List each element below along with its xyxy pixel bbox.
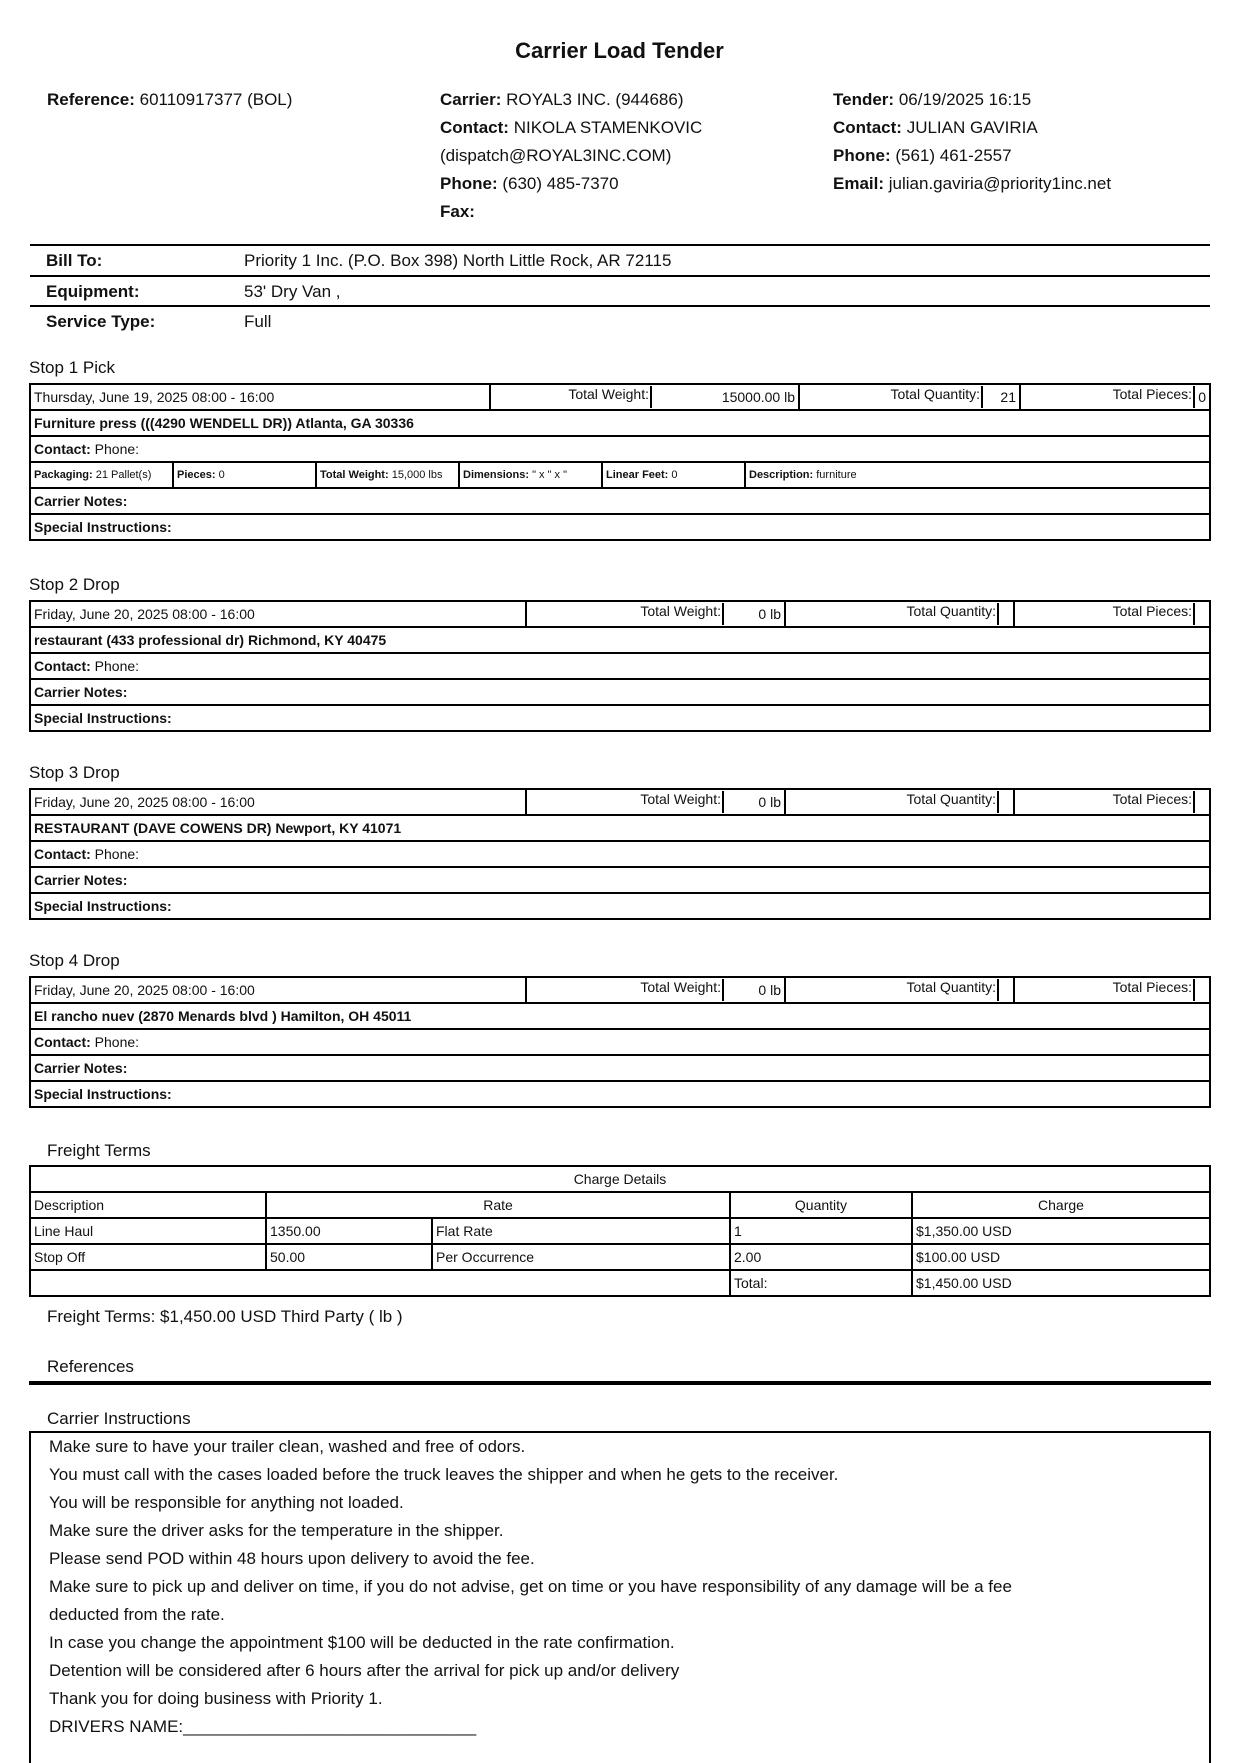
page-title: Carrier Load Tender <box>515 38 724 63</box>
stop-location: restaurant (433 professional dr) Richmond, KY 40475 <box>30 627 1210 653</box>
packaging-label: Packaging: <box>34 469 93 481</box>
stop-2-heading: Stop 2 Drop <box>29 575 120 594</box>
table-row <box>30 627 1210 653</box>
bill-to-value: Priority 1 Inc. (P.O. Box 398) North Little Rock, AR 72115 <box>244 251 672 270</box>
carrier-phone-value: (630) 485-7370 <box>502 174 619 193</box>
row-quantity: 2.00 <box>730 1244 912 1270</box>
pieces-value: 0 <box>218 469 225 481</box>
total-weight-value: 15000.00 lb <box>650 386 798 408</box>
phone-label: Phone: <box>94 1034 140 1050</box>
row-rate: 1350.00 <box>266 1218 432 1244</box>
freight-terms-line: Freight Terms: $1,450.00 USD Third Party ( lb ) <box>47 1307 403 1326</box>
carrier-contact-label: Contact: <box>440 118 509 137</box>
table-row <box>30 815 1210 841</box>
divider <box>30 244 1210 246</box>
bill-to-label: Bill To: <box>46 251 103 270</box>
tender-contact-label: Contact: <box>833 118 902 137</box>
total-pieces-label: Total Pieces: <box>1112 603 1192 619</box>
dimensions-label: Dimensions: <box>463 469 530 481</box>
total-weight-label: Total Weight: <box>640 791 721 807</box>
tender-block <box>833 86 1111 198</box>
total-quantity-label: Total Quantity: <box>906 791 996 807</box>
table-row <box>30 867 1210 893</box>
charges-table <box>29 1165 1211 1297</box>
reference-value: 60110917377 (BOL) <box>139 90 293 109</box>
tender-email-value: julian.gaviria@priority1inc.net <box>888 174 1112 193</box>
contact-label: Contact: <box>34 846 91 862</box>
total-label: Total: <box>730 1270 912 1296</box>
table-row <box>30 436 1210 462</box>
table-row <box>30 1081 1210 1107</box>
col-charge: Charge <box>912 1192 1210 1218</box>
instruction-line: You must call with the cases loaded before the truck leaves the shipper and when he gets to the receiver. <box>49 1465 839 1484</box>
total-weight-value: 0 lb <box>722 979 784 1001</box>
instruction-line: Make sure the driver asks for the temperature in the shipper. <box>49 1521 504 1540</box>
row-charge: $100.00 USD <box>912 1244 1210 1270</box>
table-row <box>30 1192 1210 1218</box>
total-pieces-value <box>1193 979 1209 1001</box>
stop-3-table <box>29 788 1211 920</box>
table-row <box>30 1029 1210 1055</box>
references-divider <box>29 1381 1211 1385</box>
stop-date: Friday, June 20, 2025 08:00 - 16:00 <box>31 978 526 1002</box>
col-description: Description <box>30 1192 266 1218</box>
special-instructions-label: Special Instructions: <box>30 1081 1210 1107</box>
total-pieces-label: Total Pieces: <box>1112 386 1192 402</box>
total-quantity-value <box>997 791 1013 813</box>
divider <box>30 275 1210 277</box>
table-row <box>30 841 1210 867</box>
total-quantity-label: Total Quantity: <box>906 603 996 619</box>
instruction-line: Make sure to have your trailer clean, washed and free of odors. <box>49 1437 526 1456</box>
table-row <box>30 977 1210 1003</box>
contact-label: Contact: <box>34 441 91 457</box>
total-weight-label: Total Weight: <box>640 603 721 619</box>
stop-3-heading: Stop 3 Drop <box>29 763 120 782</box>
stop-4-heading: Stop 4 Drop <box>29 951 120 970</box>
table-row <box>30 514 1210 540</box>
total-pieces-value <box>1193 603 1209 625</box>
service-type-value: Full <box>244 312 272 331</box>
total-quantity-value <box>997 603 1013 625</box>
carrier-notes-label: Carrier Notes: <box>30 488 1210 514</box>
total-quantity-value: 21 <box>981 386 1019 408</box>
special-instructions-label: Special Instructions: <box>30 705 1210 731</box>
contact-label: Contact: <box>34 1034 91 1050</box>
table-row <box>30 601 1210 627</box>
table-row <box>30 1270 1210 1296</box>
phone-label: Phone: <box>94 846 140 862</box>
table-row <box>30 1166 1210 1192</box>
stop-4-table <box>29 976 1211 1108</box>
table-row <box>30 1003 1210 1029</box>
table-row <box>30 1218 1210 1244</box>
row-description: Line Haul <box>30 1218 266 1244</box>
table-row <box>30 679 1210 705</box>
stop-location: RESTAURANT (DAVE COWENS DR) Newport, KY 41071 <box>30 815 1210 841</box>
special-instructions-label: Special Instructions: <box>30 893 1210 919</box>
row-rate: 50.00 <box>266 1244 432 1270</box>
reference-label: Reference: <box>47 90 135 109</box>
instruction-line: Thank you for doing business with Priority 1. <box>49 1689 383 1708</box>
stop-date: Thursday, June 19, 2025 08:00 - 16:00 <box>31 385 490 409</box>
carrier-contact-value: NIKOLA STAMENKOVIC <box>513 118 703 137</box>
carrier-phone-label: Phone: <box>440 174 498 193</box>
carrier-instructions-heading: Carrier Instructions <box>47 1409 191 1428</box>
row-quantity: 1 <box>730 1218 912 1244</box>
linear-feet-label: Linear Feet: <box>606 469 669 481</box>
packaging-value: 21 Pallet(s) <box>95 469 152 481</box>
carrier-block <box>440 86 702 226</box>
total-weight-value: 0 lb <box>722 791 784 813</box>
stop-2-table <box>29 600 1211 732</box>
total-pieces-label: Total Pieces: <box>1112 791 1192 807</box>
freight-terms-heading: Freight Terms <box>47 1141 151 1160</box>
instruction-line: Please send POD within 48 hours upon delivery to avoid the fee. <box>49 1549 535 1568</box>
stop-location: El rancho nuev (2870 Menards blvd ) Hamilton, OH 45011 <box>30 1003 1210 1029</box>
table-row <box>30 705 1210 731</box>
row-description: Stop Off <box>30 1244 266 1270</box>
table-row <box>30 789 1210 815</box>
stop-date: Friday, June 20, 2025 08:00 - 16:00 <box>31 602 526 626</box>
description-value: furniture <box>816 469 857 481</box>
total-pieces-label: Total Pieces: <box>1112 979 1192 995</box>
stop-date: Friday, June 20, 2025 08:00 - 16:00 <box>31 790 526 814</box>
row-charge: $1,350.00 USD <box>912 1218 1210 1244</box>
references-heading: References <box>47 1357 134 1376</box>
weight-value: 15,000 lbs <box>391 469 443 481</box>
pieces-label: Pieces: <box>177 469 216 481</box>
instruction-line: In case you change the appointment $100 will be deducted in the rate confirmation. <box>49 1633 675 1652</box>
total-pieces-value <box>1193 791 1209 813</box>
carrier-notes-label: Carrier Notes: <box>30 1055 1210 1081</box>
table-row <box>30 488 1210 514</box>
table-row <box>30 653 1210 679</box>
description-label: Description: <box>749 469 814 481</box>
table-row <box>30 893 1210 919</box>
charge-details-header: Charge Details <box>30 1166 1210 1192</box>
reference-block <box>47 86 292 114</box>
table-row <box>30 410 1210 436</box>
total-weight-value: 0 lb <box>722 603 784 625</box>
total-quantity-label: Total Quantity: <box>906 979 996 995</box>
tender-contact-value: JULIAN GAVIRIA <box>906 118 1038 137</box>
carrier-notes-label: Carrier Notes: <box>30 867 1210 893</box>
divider <box>30 305 1210 307</box>
row-rate-type: Per Occurrence <box>432 1244 730 1270</box>
tender-value: 06/19/2025 16:15 <box>898 90 1032 109</box>
instruction-line: Detention will be considered after 6 hours after the arrival for pick up and/or delivery <box>49 1661 680 1680</box>
table-row <box>30 462 1210 488</box>
dimensions-value: " x " x " <box>532 469 568 481</box>
carrier-instructions-box <box>29 1431 1211 1763</box>
stop-location: Furniture press (((4290 WENDELL DR)) Atlanta, GA 30336 <box>30 410 1210 436</box>
col-rate: Rate <box>266 1192 730 1218</box>
drivers-name-line: DRIVERS NAME:_______________________________ <box>49 1717 477 1736</box>
table-row <box>30 1244 1210 1270</box>
weight-label: Total Weight: <box>320 469 389 481</box>
total-quantity-value <box>997 979 1013 1001</box>
contact-label: Contact: <box>34 658 91 674</box>
special-instructions-label: Special Instructions: <box>30 514 1210 540</box>
carrier-email: (dispatch@ROYAL3INC.COM) <box>440 146 672 165</box>
total-weight-label: Total Weight: <box>640 979 721 995</box>
col-quantity: Quantity <box>730 1192 912 1218</box>
table-row <box>30 384 1210 410</box>
instruction-line: You will be responsible for anything not loaded. <box>49 1493 404 1512</box>
tender-label: Tender: <box>833 90 895 109</box>
stop-1-heading: Stop 1 Pick <box>29 358 115 377</box>
table-row <box>30 1055 1210 1081</box>
instruction-line: Make sure to pick up and deliver on time, if you do not advise, get on time or you have responsibility of any damage will be a fee <box>49 1577 1012 1596</box>
equipment-label: Equipment: <box>46 282 140 301</box>
carrier-value: ROYAL3 INC. (944686) <box>506 90 684 109</box>
total-weight-label: Total Weight: <box>568 386 649 402</box>
service-type-label: Service Type: <box>46 312 156 331</box>
tender-phone-value: (561) 461-2557 <box>895 146 1012 165</box>
equipment-value: 53' Dry Van , <box>244 282 341 301</box>
carrier-label: Carrier: <box>440 90 502 109</box>
stop-1-table <box>29 383 1211 541</box>
phone-label: Phone: <box>94 441 140 457</box>
row-rate-type: Flat Rate <box>432 1218 730 1244</box>
instruction-line: deducted from the rate. <box>49 1605 225 1624</box>
total-quantity-label: Total Quantity: <box>890 386 980 402</box>
carrier-notes-label: Carrier Notes: <box>30 679 1210 705</box>
tender-email-label: Email: <box>833 174 885 193</box>
tender-phone-label: Phone: <box>833 146 891 165</box>
carrier-fax-label: Fax: <box>440 202 475 221</box>
linear-feet-value: 0 <box>671 469 678 481</box>
phone-label: Phone: <box>94 658 140 674</box>
total-pieces-value: 0 <box>1193 386 1209 408</box>
total-value: $1,450.00 USD <box>912 1270 1210 1296</box>
